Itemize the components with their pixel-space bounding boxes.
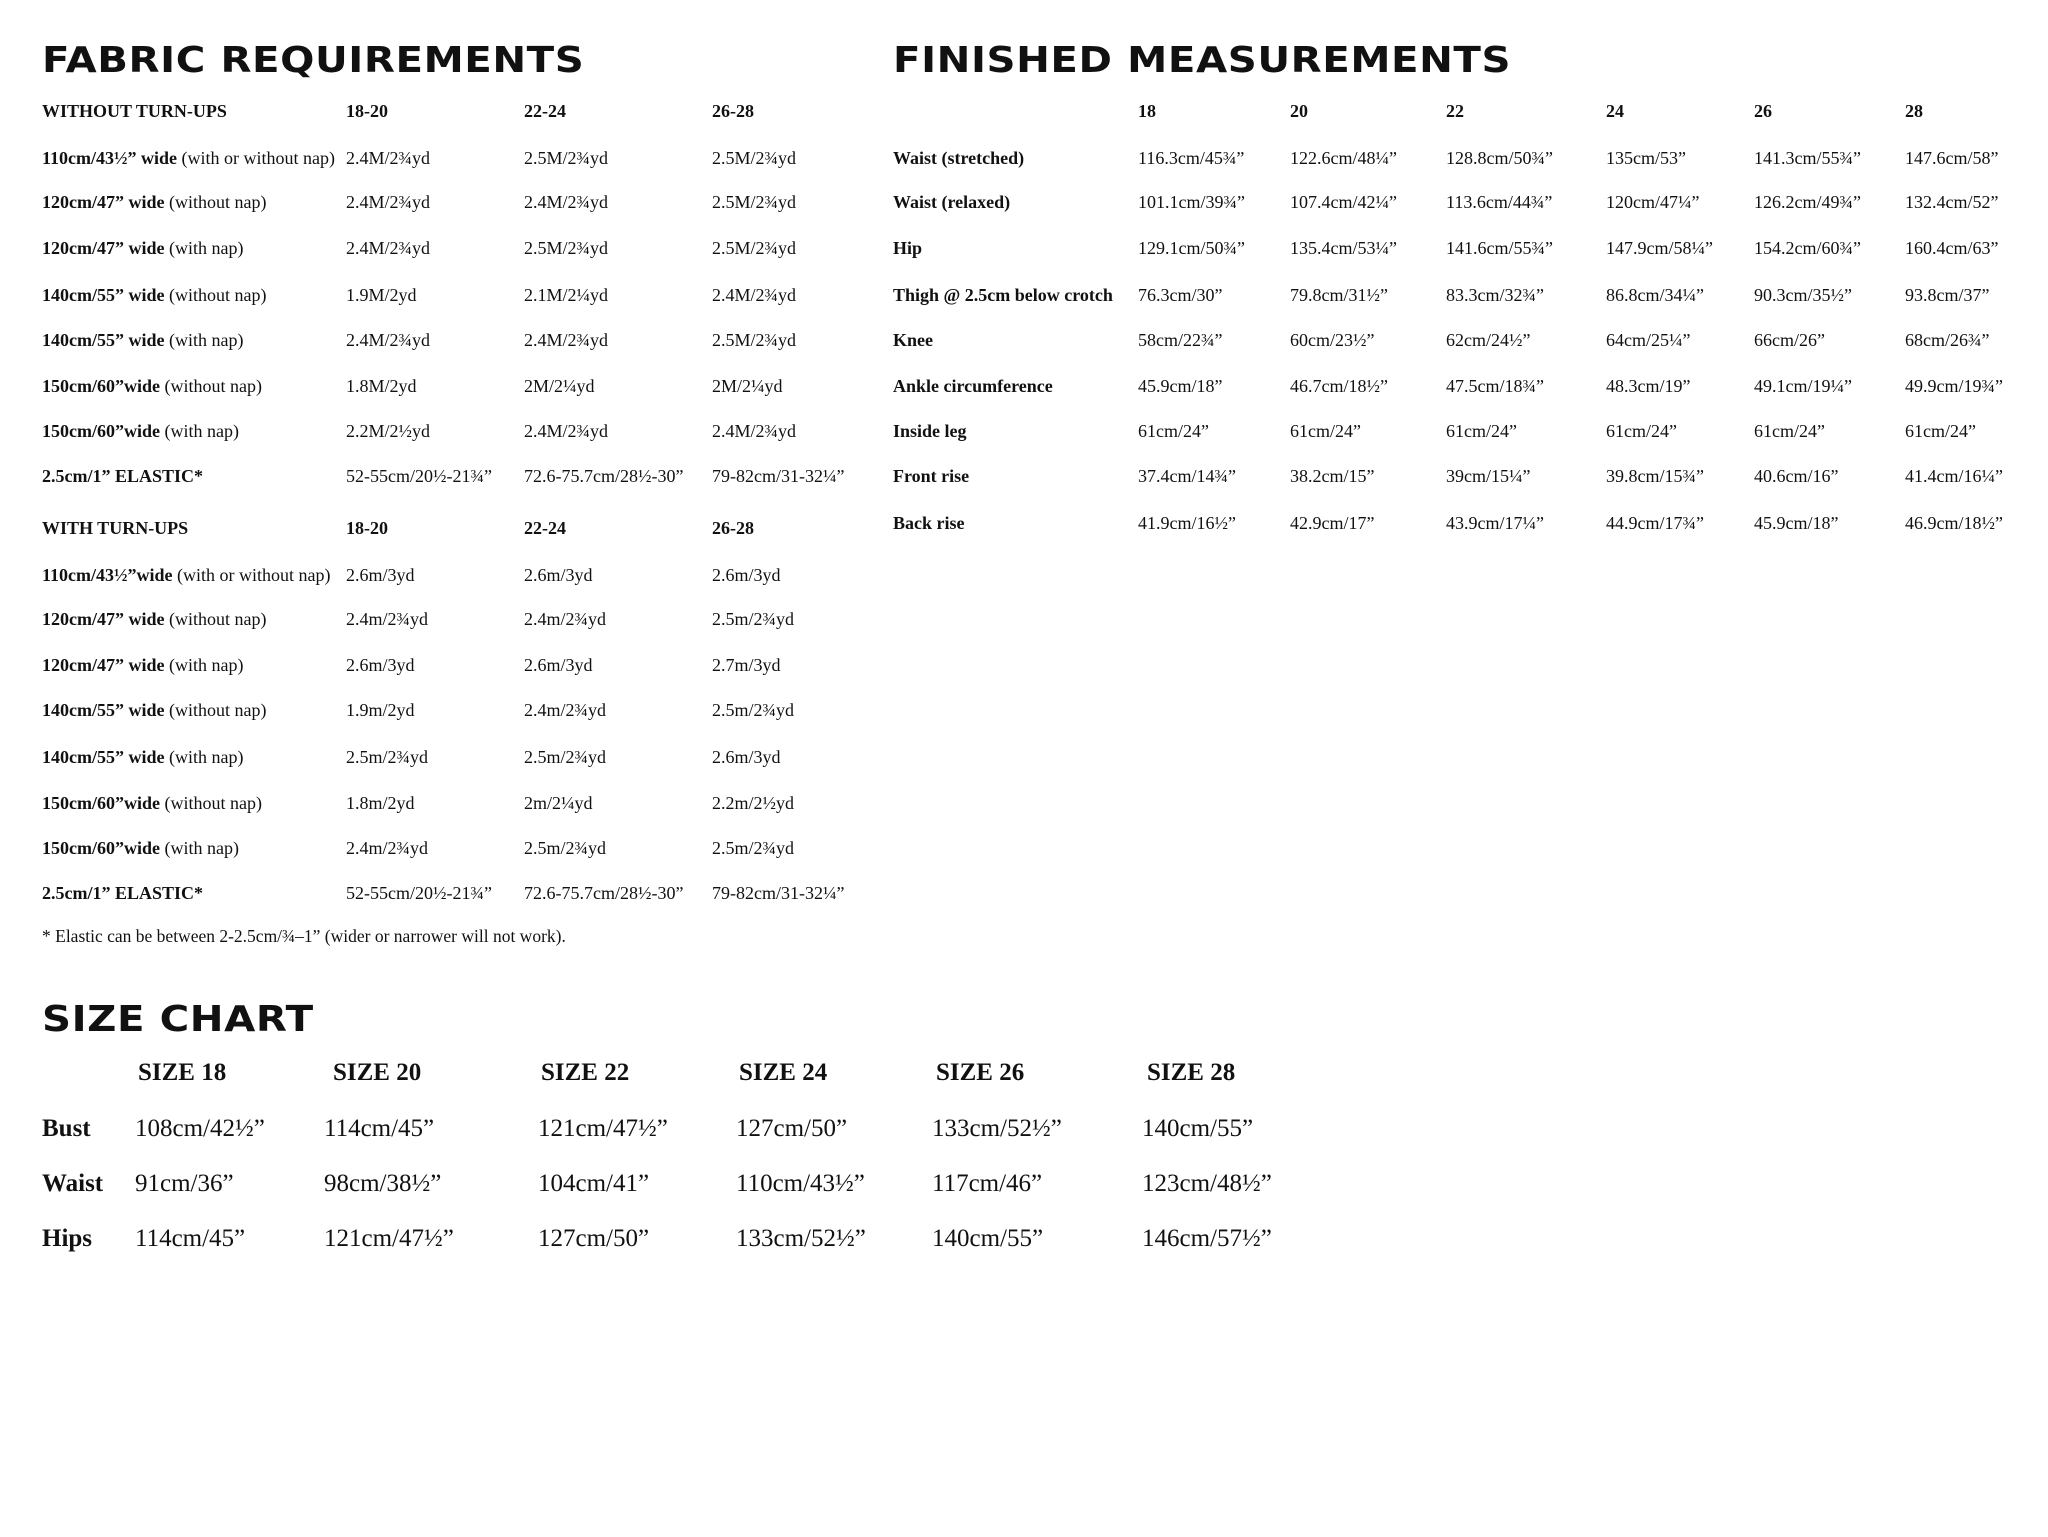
measurement-value: 135cm/53”: [1606, 148, 1686, 168]
measurement-value: 107.4cm/42¼”: [1290, 192, 1397, 212]
fabric-width: 150cm/60”wide: [42, 376, 160, 396]
measurement-value: 93.8cm/37”: [1905, 285, 1990, 305]
nap-note: (without nap): [159, 376, 262, 396]
body-measure-value: 110cm/43½”: [736, 1170, 865, 1197]
measurement-value: 122.6cm/48¼”: [1290, 148, 1397, 168]
measurement-value: 61cm/24”: [1446, 421, 1517, 441]
fabric-amount: 1.9M/2yd: [346, 285, 417, 305]
size-header: 22: [1446, 101, 1464, 121]
measurement-value: 61cm/24”: [1290, 421, 1361, 441]
measurement-value: 160.4cm/63”: [1905, 238, 1999, 258]
measurement-value: 61cm/24”: [1754, 421, 1825, 441]
fabric-amount: 2.4m/2¾yd: [524, 609, 607, 629]
fabric-amount: 2.6m/3yd: [524, 565, 593, 585]
body-measure-value: 123cm/48½”: [1142, 1170, 1272, 1197]
fabric-amount: 79-82cm/31-32¼”: [712, 466, 845, 486]
fabric-width: 120cm/47” wide: [42, 192, 165, 212]
fabric-amount: 2.5m/2¾yd: [346, 747, 429, 767]
measurement-value: 38.2cm/15”: [1290, 466, 1375, 486]
fabric-width: 150cm/60”wide: [42, 421, 160, 441]
fabric-amount: 2.7m/3yd: [712, 655, 781, 675]
size-range-header: 26-28: [712, 518, 754, 538]
measurement-value: 41.9cm/16½”: [1138, 513, 1236, 533]
fabric-amount: 2.2m/2½yd: [712, 793, 795, 813]
measurement-value: 44.9cm/17¾”: [1606, 513, 1704, 533]
fabric-amount: 2.5m/2¾yd: [712, 609, 795, 629]
size-header: SIZE 20: [333, 1059, 422, 1086]
fabric-width: 110cm/43½”wide: [42, 565, 173, 585]
body-measure-value: 117cm/46”: [932, 1170, 1043, 1197]
fabric-width-label: [42, 654, 243, 676]
size-range-header: 22-24: [524, 518, 566, 538]
fabric-width: 140cm/55” wide: [42, 747, 165, 767]
fabric-width-label: [42, 564, 330, 586]
fabric-width: 140cm/55” wide: [42, 330, 165, 350]
measurement-value: 86.8cm/34¼”: [1606, 285, 1704, 305]
measurement-value: 37.4cm/14¾”: [1138, 466, 1236, 486]
size-header: SIZE 18: [138, 1059, 227, 1086]
elastic-footnote: * Elastic can be between 2-2.5cm/¾–1” (wider or narrower will not work).: [42, 926, 566, 946]
measurement-value: 39.8cm/15¾”: [1606, 466, 1704, 486]
body-measure-value: 121cm/47½”: [538, 1115, 668, 1142]
measurement-value: 141.6cm/55¾”: [1446, 238, 1553, 258]
fabric-width: 140cm/55” wide: [42, 285, 165, 305]
fabric-width-label: [42, 420, 239, 442]
fabric-width: 150cm/60”wide: [42, 793, 160, 813]
body-measure-value: 108cm/42½”: [135, 1115, 265, 1142]
measurement-value: 47.5cm/18¾”: [1446, 376, 1544, 396]
fabric-amount: 2.4m/2¾yd: [346, 609, 429, 629]
measurement-value: 113.6cm/44¾”: [1446, 192, 1553, 212]
fabric-amount: 2.5M/2¾yd: [712, 148, 797, 168]
measurement-value: 90.3cm/35½”: [1754, 285, 1852, 305]
measurement-value: 154.2cm/60¾”: [1754, 238, 1861, 258]
fabric-amount: 2.5M/2¾yd: [524, 148, 609, 168]
fabric-amount: 2.5M/2¾yd: [712, 238, 797, 258]
body-measure-label: Waist: [42, 1170, 104, 1197]
fabric-amount: 2.5M/2¾yd: [712, 192, 797, 212]
size-range-header: 18-20: [346, 101, 388, 121]
fabric-width: 120cm/47” wide: [42, 238, 165, 258]
measurement-value: 46.7cm/18½”: [1290, 376, 1388, 396]
fabric-width-label: [42, 237, 243, 259]
size-range-header: 18-20: [346, 518, 388, 538]
measurement-value: 141.3cm/55¾”: [1754, 148, 1861, 168]
nap-note: (without nap): [164, 700, 267, 720]
fabric-amount: 2.5m/2¾yd: [524, 838, 607, 858]
fabric-width: 150cm/60”wide: [42, 838, 160, 858]
measurement-label: Inside leg: [893, 421, 967, 441]
size-range-header: 26-28: [712, 101, 754, 121]
measurement-value: 61cm/24”: [1606, 421, 1677, 441]
fabric-amount: 2.4M/2¾yd: [346, 192, 431, 212]
nap-note: (without nap): [164, 609, 267, 629]
measurement-label: Hip: [893, 238, 923, 258]
size-range-header: 22-24: [524, 101, 566, 121]
body-measure-value: 146cm/57½”: [1142, 1225, 1272, 1252]
body-measure-label: Bust: [42, 1115, 91, 1142]
fabric-width-label: [42, 375, 262, 397]
measurement-value: 129.1cm/50¾”: [1138, 238, 1245, 258]
measurement-value: 132.4cm/52”: [1905, 192, 1999, 212]
body-measure-value: 98cm/38½”: [324, 1170, 442, 1197]
measurement-value: 46.9cm/18½”: [1905, 513, 2003, 533]
measurement-value: 147.9cm/58¼”: [1606, 238, 1713, 258]
fabric-width-label: [42, 147, 335, 169]
fabric-width: 2.5cm/1” ELASTIC*: [42, 883, 204, 903]
fabric-amount: 2.2M/2½yd: [346, 421, 431, 441]
fabric-amount: 2.5M/2¾yd: [524, 238, 609, 258]
measurement-value: 101.1cm/39¾”: [1138, 192, 1245, 212]
measurement-label: Waist (stretched): [893, 148, 1025, 168]
measurement-value: 40.6cm/16”: [1754, 466, 1839, 486]
measurement-label: Ankle circumference: [893, 376, 1053, 396]
body-measure-value: 114cm/45”: [135, 1225, 246, 1252]
fabric-requirements-title: FABRIC REQUIREMENTS: [42, 40, 585, 81]
measurement-value: 83.3cm/32¾”: [1446, 285, 1544, 305]
fabric-amount: 2.6m/3yd: [712, 565, 781, 585]
measurement-value: 49.9cm/19¾”: [1905, 376, 2003, 396]
size-chart-title: SIZE CHART: [42, 999, 314, 1040]
section-label: WITH TURN-UPS: [42, 518, 189, 538]
fabric-amount: 2M/2¼yd: [524, 376, 595, 396]
nap-note: (with nap): [164, 655, 244, 675]
fabric-amount: 2.6m/3yd: [524, 655, 593, 675]
fabric-amount: 2.5m/2¾yd: [712, 838, 795, 858]
fabric-amount: 72.6-75.7cm/28½-30”: [524, 883, 684, 903]
body-measure-value: 91cm/36”: [135, 1170, 234, 1197]
fabric-amount: 1.8M/2yd: [346, 376, 417, 396]
body-measure-value: 140cm/55”: [932, 1225, 1044, 1252]
measurement-value: 41.4cm/16¼”: [1905, 466, 2003, 486]
size-header: SIZE 28: [1147, 1059, 1236, 1086]
measurement-value: 68cm/26¾”: [1905, 330, 1990, 350]
fabric-width-label: [42, 746, 243, 768]
nap-note: (with or without nap): [177, 148, 335, 168]
size-header: 26: [1754, 101, 1772, 121]
fabric-amount: 52-55cm/20½-21¾”: [346, 883, 492, 903]
measurement-value: 58cm/22¾”: [1138, 330, 1223, 350]
fabric-amount: 2.4M/2¾yd: [346, 148, 431, 168]
nap-note: (with nap): [164, 238, 244, 258]
body-measure-value: 121cm/47½”: [324, 1225, 454, 1252]
fabric-amount: 2.4M/2¾yd: [712, 421, 797, 441]
section-label: WITHOUT TURN-UPS: [42, 101, 227, 121]
body-measure-value: 114cm/45”: [324, 1115, 435, 1142]
measurement-label: Front rise: [893, 466, 970, 486]
fabric-amount: 2.6m/3yd: [712, 747, 781, 767]
fabric-width-label: [42, 699, 266, 721]
measurement-value: 62cm/24½”: [1446, 330, 1531, 350]
measurement-value: 45.9cm/18”: [1754, 513, 1839, 533]
measurement-label: Knee: [893, 330, 933, 350]
nap-note: (with nap): [159, 421, 239, 441]
fabric-amount: 52-55cm/20½-21¾”: [346, 466, 492, 486]
measurement-value: 60cm/23½”: [1290, 330, 1375, 350]
fabric-amount: 2m/2¼yd: [524, 793, 593, 813]
fabric-amount: 2.4M/2¾yd: [524, 192, 609, 212]
fabric-amount: 2.4m/2¾yd: [346, 838, 429, 858]
measurement-value: 45.9cm/18”: [1138, 376, 1223, 396]
nap-note: (without nap): [159, 793, 262, 813]
fabric-width-label: [42, 837, 239, 859]
measurement-value: 61cm/24”: [1138, 421, 1209, 441]
fabric-width-label: [42, 329, 243, 351]
nap-note: (without nap): [164, 192, 267, 212]
measurement-label: Back rise: [893, 513, 965, 533]
measurement-value: 79.8cm/31½”: [1290, 285, 1388, 305]
body-measure-value: 127cm/50”: [736, 1115, 848, 1142]
fabric-amount: 2.4M/2¾yd: [524, 421, 609, 441]
measurement-label: Thigh @ 2.5cm below crotch: [893, 285, 1113, 305]
size-header: 28: [1905, 101, 1923, 121]
body-measure-value: 133cm/52½”: [736, 1225, 866, 1252]
nap-note: (with nap): [159, 838, 239, 858]
size-header: 24: [1606, 101, 1624, 121]
fabric-amount: 2.4M/2¾yd: [346, 238, 431, 258]
nap-note: (with or without nap): [172, 565, 331, 585]
fabric-width-label: [42, 465, 203, 487]
fabric-amount: 2.1M/2¼yd: [524, 285, 609, 305]
measurement-value: 120cm/47¼”: [1606, 192, 1700, 212]
fabric-width-label: [42, 608, 266, 630]
body-measure-value: 140cm/55”: [1142, 1115, 1254, 1142]
fabric-amount: 2.5m/2¾yd: [712, 700, 795, 720]
measurement-value: 42.9cm/17”: [1290, 513, 1375, 533]
size-header: SIZE 22: [541, 1059, 630, 1086]
measurement-value: 49.1cm/19¼”: [1754, 376, 1852, 396]
fabric-width: 2.5cm/1” ELASTIC*: [42, 466, 204, 486]
measurement-value: 76.3cm/30”: [1138, 285, 1223, 305]
fabric-amount: 2.5m/2¾yd: [524, 747, 607, 767]
measurement-value: 43.9cm/17¼”: [1446, 513, 1544, 533]
measurement-value: 128.8cm/50¾”: [1446, 148, 1553, 168]
fabric-width-label: [42, 191, 266, 213]
fabric-amount: 1.8m/2yd: [346, 793, 415, 813]
measurement-value: 116.3cm/45¾”: [1138, 148, 1245, 168]
measurement-value: 48.3cm/19”: [1606, 376, 1691, 396]
measurement-value: 39cm/15¼”: [1446, 466, 1531, 486]
nap-note: (without nap): [164, 285, 267, 305]
size-header: 20: [1290, 101, 1308, 121]
nap-note: (with nap): [164, 747, 244, 767]
fabric-amount: 2.4M/2¾yd: [712, 285, 797, 305]
fabric-width-label: [42, 882, 203, 904]
measurement-label: Waist (relaxed): [893, 192, 1011, 212]
fabric-amount: 2.4M/2¾yd: [524, 330, 609, 350]
measurement-value: 61cm/24”: [1905, 421, 1976, 441]
fabric-width: 140cm/55” wide: [42, 700, 165, 720]
fabric-width: 110cm/43½” wide: [42, 148, 177, 168]
fabric-amount: 72.6-75.7cm/28½-30”: [524, 466, 684, 486]
body-measure-value: 133cm/52½”: [932, 1115, 1062, 1142]
measurement-value: 126.2cm/49¾”: [1754, 192, 1861, 212]
nap-note: (with nap): [164, 330, 244, 350]
size-header: SIZE 26: [936, 1059, 1025, 1086]
fabric-amount: 2.4m/2¾yd: [524, 700, 607, 720]
fabric-amount: 2.4M/2¾yd: [346, 330, 431, 350]
fabric-amount: 2.6m/3yd: [346, 565, 415, 585]
finished-measurements-title: FINISHED MEASUREMENTS: [893, 40, 1512, 81]
measurement-value: 135.4cm/53¼”: [1290, 238, 1397, 258]
body-measure-value: 104cm/41”: [538, 1170, 650, 1197]
measurement-value: 147.6cm/58”: [1905, 148, 1999, 168]
fabric-width-label: [42, 284, 266, 306]
fabric-width: 120cm/47” wide: [42, 609, 165, 629]
size-header: 18: [1138, 101, 1156, 121]
fabric-width-label: [42, 792, 262, 814]
size-header: SIZE 24: [739, 1059, 828, 1086]
fabric-width: 120cm/47” wide: [42, 655, 165, 675]
fabric-amount: 2.6m/3yd: [346, 655, 415, 675]
measurement-value: 64cm/25¼”: [1606, 330, 1691, 350]
fabric-amount: 1.9m/2yd: [346, 700, 415, 720]
body-measure-value: 127cm/50”: [538, 1225, 650, 1252]
fabric-amount: 2M/2¼yd: [712, 376, 783, 396]
fabric-amount: 2.5M/2¾yd: [712, 330, 797, 350]
body-measure-label: Hips: [42, 1225, 93, 1252]
fabric-amount: 79-82cm/31-32¼”: [712, 883, 845, 903]
measurement-value: 66cm/26”: [1754, 330, 1825, 350]
